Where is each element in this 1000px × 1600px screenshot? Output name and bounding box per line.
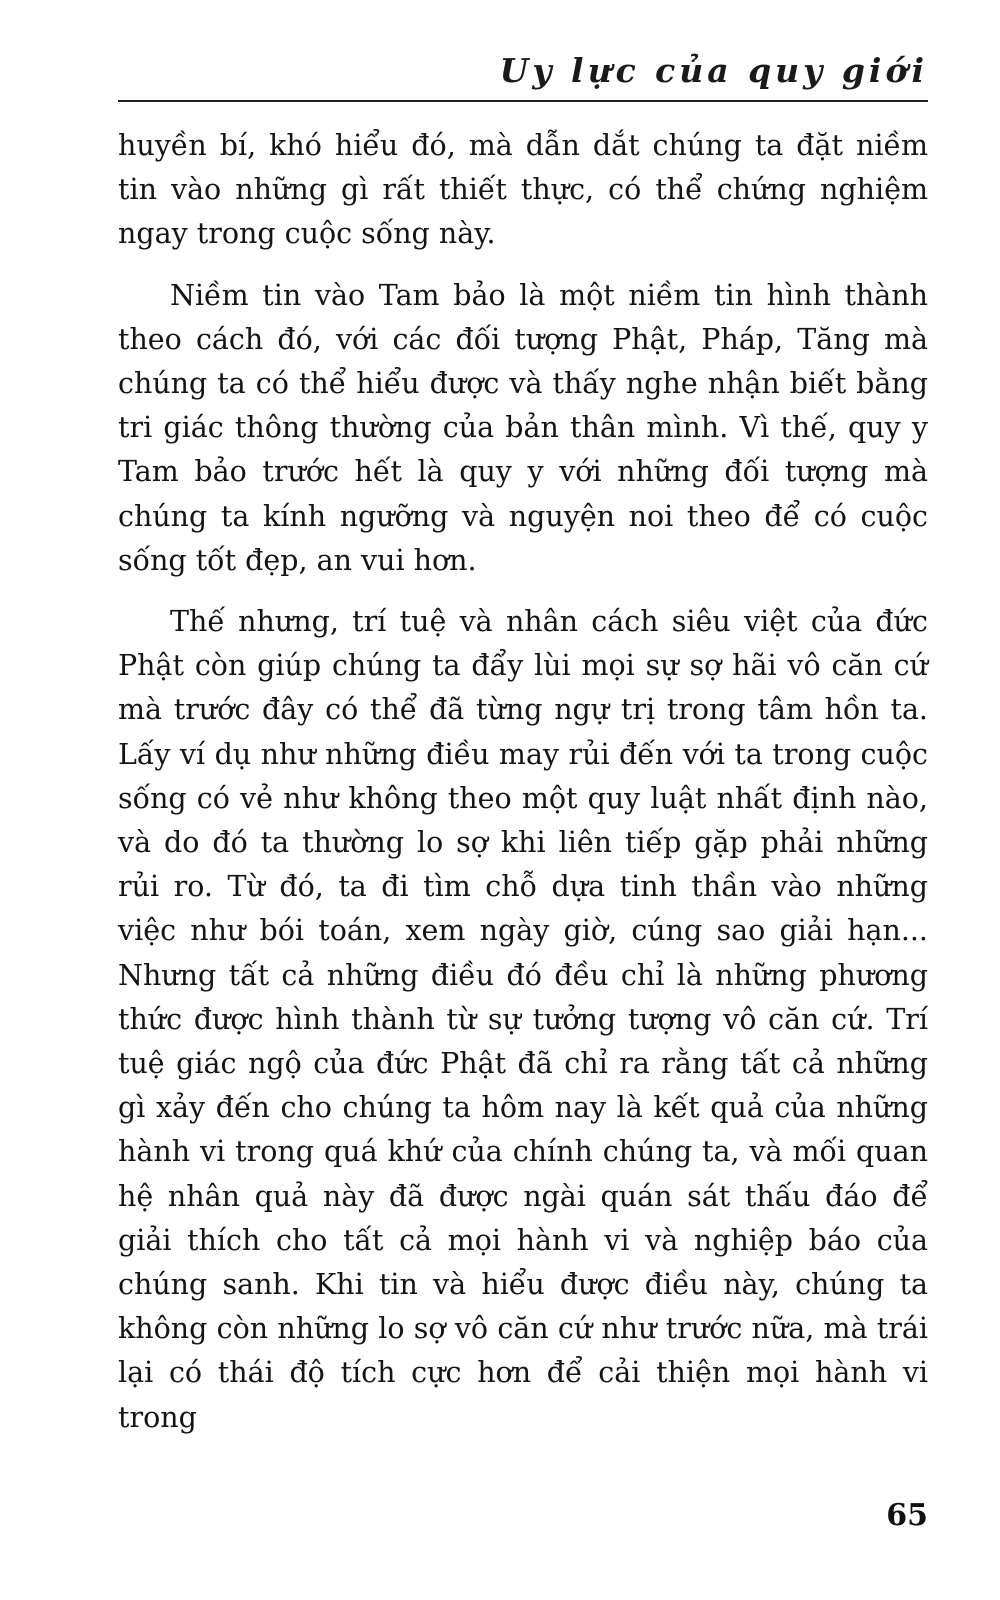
paragraph-tam-bao: Niềm tin vào Tam bảo là một niềm tin hình thành theo cách đó, với các đối tượng Phật, Pháp, Tăng mà chúng ta có thể hiểu được và thấy nghe nhận biết bằng tri giác thông thường của bản thân mình. Vì thế, quy y Tam bảo trước hết là quy y với những đối tượng mà chúng ta kính ngưỡng và nguyện noi theo để có cuộc sống tốt đẹp, an vui hơn. bbox=[118, 278, 928, 577]
running-header bbox=[118, 50, 928, 102]
paragraph-tri-tue: Thế nhưng, trí tuệ và nhân cách siêu việt của đức Phật còn giúp chúng ta đẩy lùi mọi sự sợ hãi vô căn cứ mà trước đây có thể đã từng ngự trị trong tâm hồn ta. Lấy ví dụ như những điều may rủi đến với ta trong cuộc sống có vẻ như không theo một quy luật nhất định nào, và do đó ta thường lo sợ khi liên tiếp gặp phải những rủi ro. Từ đó, ta đi tìm chỗ dựa tinh thần vào những việc như bói toán, xem ngày giờ, cúng sao giải hạn... Nhưng tất cả những điều đó đều chỉ là những phương thức được hình thành từ sự tưởng tượng vô căn cứ. Trí tuệ giác ngộ của đức Phật đã chỉ ra rằng tất cả những gì xảy đến cho chúng ta hôm nay là kết quả của những hành vi trong quá khứ của chính chúng ta, và mối quan hệ nhân quả này đã được ngài quán sát thấu đáo để giải thích cho tất cả mọi hành vi và nghiệp báo của chúng sanh. Khi tin và hiểu được điều này, chúng ta không còn những lo sợ vô căn cứ như trước nữa, mà trái lại có thái độ tích cực hơn để cải thiện mọi hành vi trong bbox=[118, 605, 928, 1434]
paragraph-continued: huyền bí, khó hiểu đó, mà dẫn dắt chúng ta đặt niềm tin vào những gì rất thiết thực, có thể chứng nghiệm ngay trong cuộc sống này. bbox=[118, 129, 928, 251]
running-header-title: Uy lực của quy giới bbox=[499, 51, 928, 90]
body-text bbox=[118, 124, 928, 1457]
page-number: 65 bbox=[886, 1498, 928, 1533]
